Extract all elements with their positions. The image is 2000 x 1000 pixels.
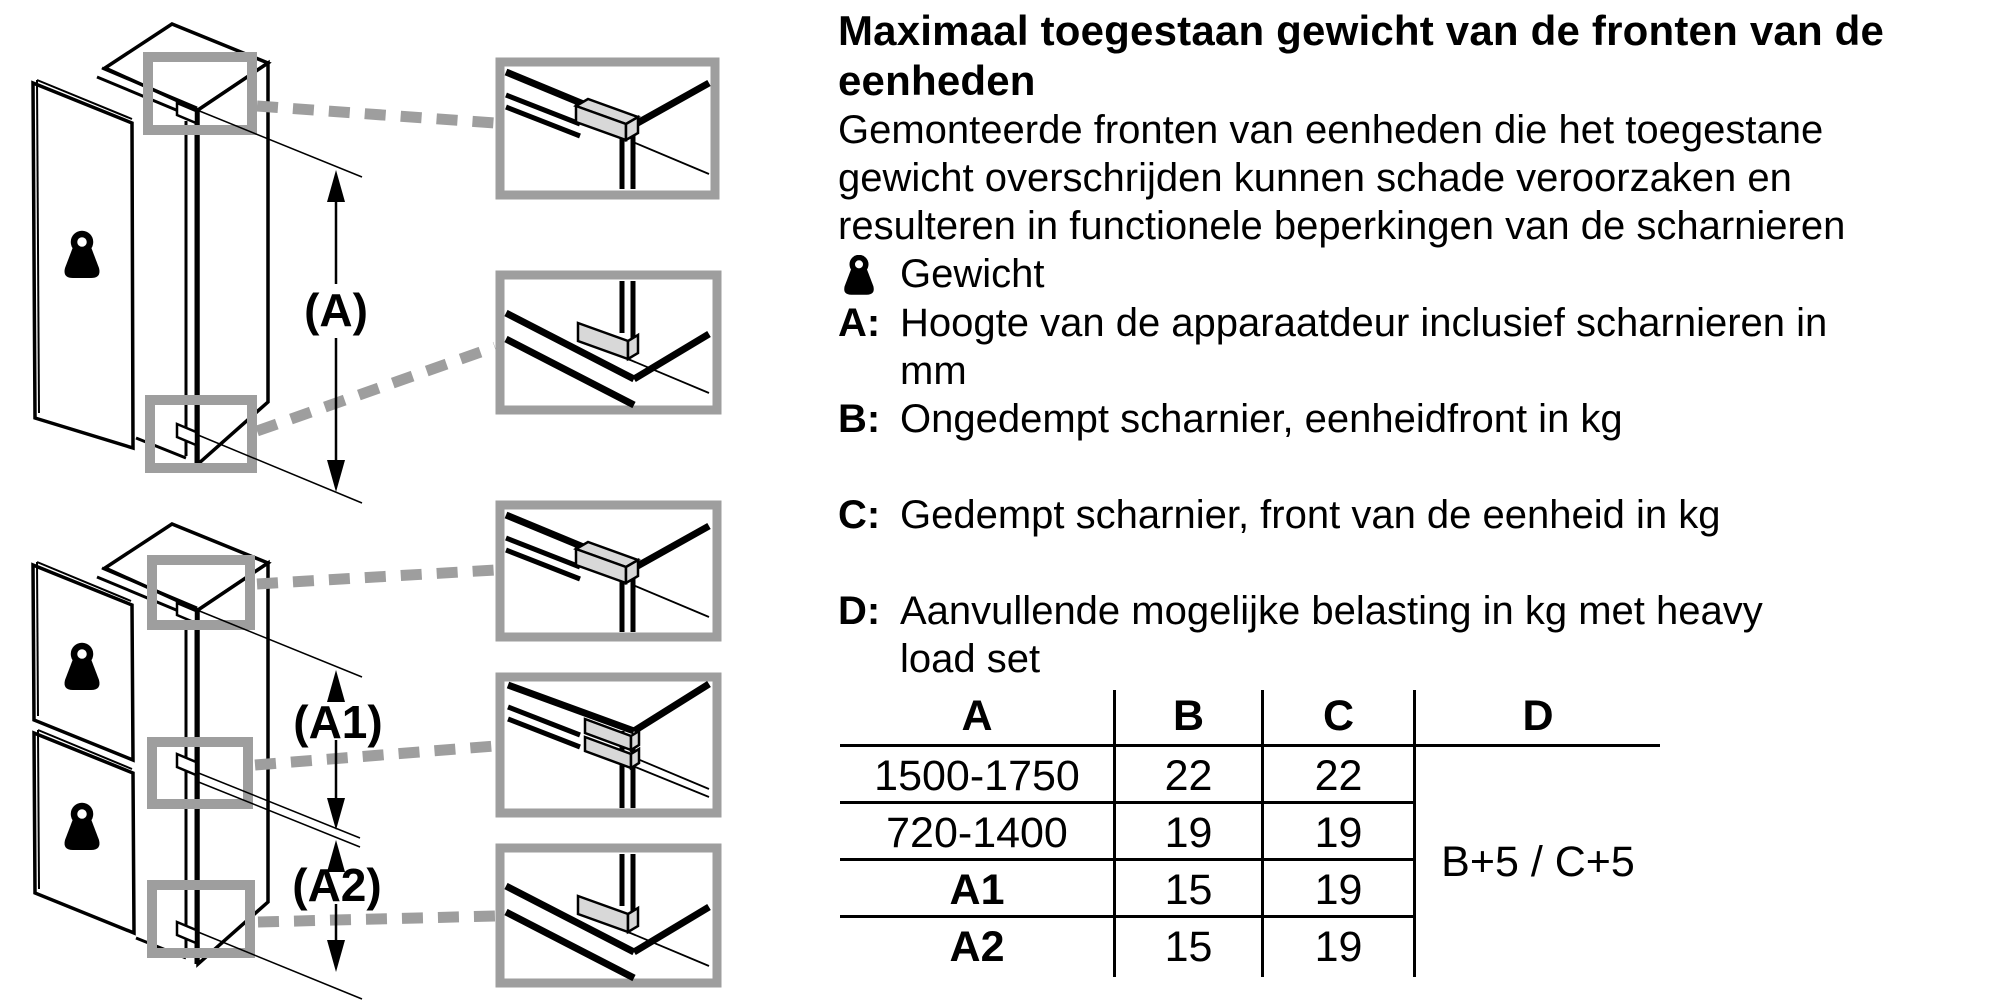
legend-key-b: B: [838,397,881,441]
detail-box-bottom-hinge [500,848,717,983]
single-door-unit-diagram [33,24,495,503]
table-cell: 22 [1164,751,1213,800]
table-cell: 1500-1750 [874,751,1080,800]
table-header-c: C [1322,691,1355,740]
table-rule-header [840,744,1660,747]
legend-item-a: A: Hoogte van de apparaatdeur inclusief scharnieren in mm [838,301,1828,393]
door-hinge-tab-middle [177,754,196,775]
detail-box-top-hinge [500,62,715,195]
two-door-unit-diagram [33,524,495,999]
detail-box-double-hinge [500,677,717,813]
text-column [838,6,1998,683]
detail-box-top-hinge [500,505,717,637]
legend-key-d: D: [838,589,881,633]
callout-dashed-line [257,106,495,123]
legend-key-c: C: [838,493,881,537]
table-cell: 19 [1164,808,1213,857]
weight-icon [840,255,878,299]
page-title-line2: eenheden [838,57,1036,104]
table-cell: A1 [949,865,1005,914]
callout-dashed-line [257,570,495,584]
dim-label-A1: (A1) [293,696,383,748]
callout-dashed-line [255,746,495,765]
legend-item-weight [838,250,1998,299]
table-cell: 22 [1314,751,1363,800]
door-hinge-tab-bottom [177,922,196,943]
table-cell: 19 [1314,808,1363,857]
callout-dashed-line [258,916,495,922]
table-header-a: A [961,691,993,740]
table-cell: 15 [1164,865,1213,914]
table-cell: 15 [1164,922,1213,971]
legend-key-a: A: [838,301,881,345]
table-cell: 720-1400 [886,808,1068,857]
legend-item-c: C: Gedempt scharnier, front van de eenheid in kg [838,493,1721,537]
dim-label-A2: (A2) [292,859,382,911]
intro-paragraph: Gemonteerde fronten van eenheden die het toegestane gewicht overschrijden kunnen schade veroorzaken en resulteren in functionele beperkingen van de scharnieren [838,108,1846,248]
table-header-b: B [1172,691,1205,740]
door-hinge-tab-bottom [177,424,196,445]
table-cell-d-merged: B+5 / C+5 [1441,837,1635,886]
table-cell: A2 [949,922,1005,971]
table-cell: 19 [1314,865,1363,914]
legend-item-b: B: Ongedempt scharnier, eenheidfront in kg [838,397,1623,441]
detail-box-bottom-hinge [500,275,717,410]
legend-item-d: D: Aanvullende mogelijke belasting in kg met heavy load set [838,589,1763,681]
page-title [838,6,1998,106]
page-title-line1: Maximaal toegestaan gewicht van de fronten van de [838,7,1885,54]
table-cell: 19 [1314,922,1363,971]
legend-weight-label: Gewicht [900,252,1045,296]
callout-dashed-line [257,347,495,431]
dim-label-A: (A) [304,284,368,336]
table-header-d: D [1522,691,1554,740]
installation-diagrams [0,0,830,1000]
